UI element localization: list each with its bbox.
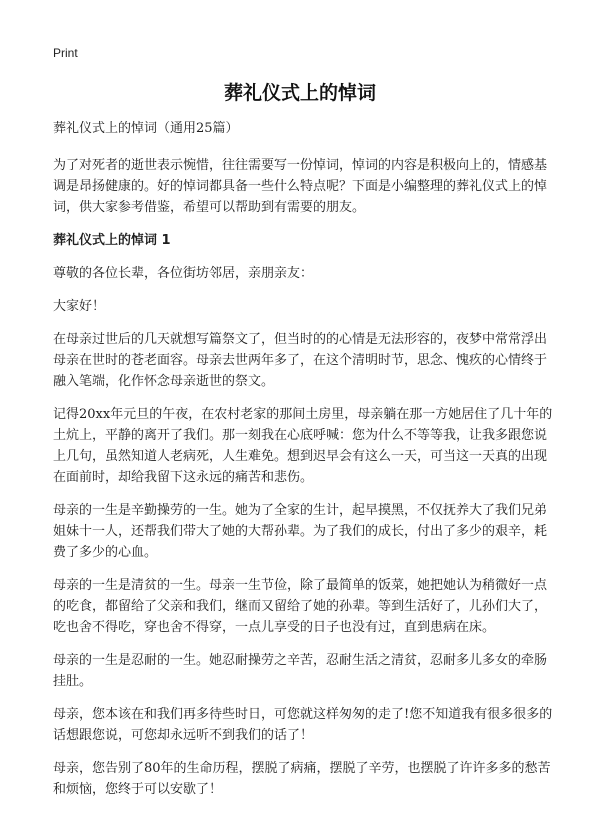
paragraph: 母亲，您本该在和我们再多待些时日，可您就这样匆匆的走了!您不知道我有很多很多的话想跟您说，可您却永远听不到我们的话了！ [53,707,553,743]
paragraph: 母亲的一生是清贫的一生。母亲一生节俭，除了最简单的饭菜，她把她认为稍微好一点的吃食，都留给了父亲和我们，继而又留给了她的孙辈。等到生活好了，儿孙们大了，吃也舍不得吃，穿也舍不得穿，一点儿享受的日子也没有过，直到患病在床。 [53,578,548,635]
paragraph: 在母亲过世后的几天就想写篇祭文了，但当时的的心情是无法形容的，夜梦中常常浮出母亲在世时的苍老面容。母亲去世两年多了，在这个清明时节，思念、愧疚的心情终于融入笔端，化作怀念母亲逝世的祭文。 [53,332,548,389]
page-title: 葬礼仪式上的悼词 [223,82,376,104]
paragraph: 母亲的一生是忍耐的一生。她忍耐操劳之辛苦，忍耐生活之清贫，忍耐多儿多女的牵肠挂肚。 [53,653,548,689]
intro-paragraph: 为了对死者的逝世表示惋惜，往往需要写一份悼词，悼词的内容是积极向上的，情感基调是昂扬健康的。好的悼词都具备一些什么特点呢？下面是小编整理的葬礼仪式上的悼词，供大家参考借鉴，希望可以帮助到有需要的朋友。 [53,158,548,215]
document-subtitle: 葬礼仪式上的悼词（通用25篇） [53,121,239,136]
paragraph-salutation: 尊敬的各位长辈，各位街坊邻居，亲朋亲友： [53,266,314,281]
print-link[interactable]: Print [53,46,78,60]
section-heading: 葬礼仪式上的悼词 1 [53,233,171,248]
paragraph: 母亲的一生是辛勤操劳的一生。她为了全家的生计，起早摸黑，不仅抚养大了我们兄弟姐妹十一人，还帮我们带大了她的大帮孙辈。为了我们的成长，付出了多少的艰辛，耗费了多少的心血。 [53,503,548,560]
paragraph: 母亲，您告别了80年的生命历程，摆脱了病痛，摆脱了辛劳，也摆脱了许许多多的愁苦和烦恼，您终于可以安歇了！ [53,761,551,797]
paragraph: 记得20xx年元旦的午夜，在农村老家的那间土房里，母亲躺在那一方她居住了几十年的土炕上，平静的离开了我们。那一刻我在心底呼喊：您为什么不等等我，让我多跟您说上几句，虽然知道人老病死，人生难免。想到迟早会有这么一天，可当这一天真的出现在面前时，却给我留下这永远的痛苦和悲伤。 [53,407,553,485]
article-body [53,118,553,812]
paragraph-greeting: 大家好！ [53,299,106,314]
